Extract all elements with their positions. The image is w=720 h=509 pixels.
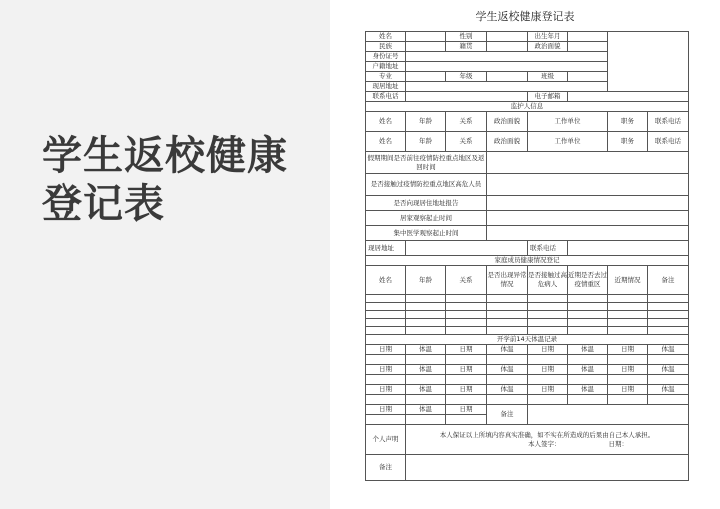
temp-label-date: 日期 bbox=[366, 405, 406, 415]
label-address: 现居地址 bbox=[366, 82, 406, 92]
guardian-col-relation: 关系 bbox=[446, 132, 487, 152]
label-ethnicity: 民族 bbox=[366, 42, 406, 52]
guardian-col-employer: 工作单位 bbox=[528, 112, 608, 132]
cover-panel bbox=[0, 0, 330, 509]
temp-remark-label: 备注 bbox=[487, 405, 528, 425]
temp-label-date: 日期 bbox=[446, 345, 487, 355]
temperature-entry-row bbox=[366, 375, 689, 385]
label-grade: 年级 bbox=[446, 72, 487, 82]
guardian-col-political: 政治面貌 bbox=[487, 132, 528, 152]
temp-remark-field[interactable] bbox=[528, 405, 689, 425]
answer-home-observation[interactable] bbox=[487, 211, 689, 226]
question-travel: 假期期间是否前往疫情防控重点地区及返回时间 bbox=[366, 152, 487, 174]
guardian-col-phone: 联系电话 bbox=[648, 112, 689, 132]
answer-travel[interactable] bbox=[487, 152, 689, 174]
field-household[interactable] bbox=[406, 62, 608, 72]
field-remark[interactable] bbox=[406, 455, 689, 481]
family-row bbox=[366, 327, 689, 335]
temp-label-date: 日期 bbox=[608, 365, 648, 375]
guardian-col-name: 姓名 bbox=[366, 112, 406, 132]
field-email[interactable] bbox=[568, 92, 689, 102]
answer-central-observation[interactable] bbox=[487, 226, 689, 241]
family-col-recent: 近期情况 bbox=[608, 266, 648, 295]
temperature-header-row bbox=[366, 345, 689, 355]
field-political[interactable] bbox=[568, 42, 608, 52]
temp-label-temp: 体温 bbox=[648, 365, 689, 375]
health-form-table bbox=[365, 31, 689, 481]
question-report: 是否向现居住地址报告 bbox=[366, 196, 487, 211]
temp-label-date: 日期 bbox=[608, 385, 648, 395]
temp-label-temp: 体温 bbox=[648, 345, 689, 355]
family-row bbox=[366, 303, 689, 311]
guardian-col-employer: 工作单位 bbox=[528, 132, 608, 152]
family-row bbox=[366, 311, 689, 319]
temp-label-date: 日期 bbox=[366, 345, 406, 355]
temp-label-date: 日期 bbox=[446, 365, 487, 375]
temp-label-temp: 体温 bbox=[568, 345, 608, 355]
temperature-header-row bbox=[366, 385, 689, 395]
form-page bbox=[330, 0, 720, 509]
label-contact: 联系电话 bbox=[366, 92, 406, 102]
temp-label-temp: 体温 bbox=[406, 365, 446, 375]
temp-label-temp: 体温 bbox=[568, 365, 608, 375]
answer-report[interactable] bbox=[487, 196, 689, 211]
label-household: 户籍地址 bbox=[366, 62, 406, 72]
temperature-entry-row bbox=[366, 395, 689, 405]
temp-label-temp: 体温 bbox=[487, 385, 528, 395]
family-col-age: 年龄 bbox=[406, 266, 446, 295]
declaration-date-label: 日期： bbox=[608, 439, 628, 448]
field-current-address[interactable] bbox=[406, 241, 528, 256]
temp-label-temp: 体温 bbox=[487, 365, 528, 375]
field-address[interactable] bbox=[406, 82, 608, 92]
family-col-epidemic-area: 近期是否去过疫情重区 bbox=[568, 266, 608, 295]
question-home-observation: 居家观察起止时间 bbox=[366, 211, 487, 226]
label-id-number: 身份证号 bbox=[366, 52, 406, 62]
field-name[interactable] bbox=[406, 32, 446, 42]
guardian-col-phone: 联系电话 bbox=[648, 132, 689, 152]
field-gender[interactable] bbox=[487, 32, 528, 42]
guardian-col-relation: 关系 bbox=[446, 112, 487, 132]
temp-label-temp: 体温 bbox=[406, 405, 446, 415]
cover-title: 学生返校健康登记表 bbox=[42, 133, 288, 227]
field-class[interactable] bbox=[568, 72, 608, 82]
family-row bbox=[366, 319, 689, 327]
field-grade[interactable] bbox=[487, 72, 528, 82]
label-gender: 性别 bbox=[446, 32, 487, 42]
guardian-col-name: 姓名 bbox=[366, 132, 406, 152]
signature-label: 本人签字： bbox=[528, 439, 561, 448]
family-col-relation: 关系 bbox=[446, 266, 487, 295]
temperature-header-row bbox=[366, 365, 689, 375]
temp-label-date: 日期 bbox=[446, 405, 487, 415]
temp-label-date: 日期 bbox=[446, 385, 487, 395]
label-major: 专业 bbox=[366, 72, 406, 82]
form-title: 学生返校健康登记表 bbox=[475, 10, 575, 23]
label-birth: 出生年月 bbox=[528, 32, 568, 42]
section-guardian-header: 监护人信息 bbox=[366, 102, 689, 112]
family-row bbox=[366, 295, 689, 303]
temp-label-temp: 体温 bbox=[648, 385, 689, 395]
section-temperature-header: 开学前14天体温记录 bbox=[366, 335, 689, 345]
declaration-text: 本人保证以上所填内容真实准确，如不实在所造成的后果由自己本人承担。 bbox=[439, 430, 655, 439]
family-col-abnormal: 是否出现异常情况 bbox=[487, 266, 528, 295]
temp-label-date: 日期 bbox=[528, 365, 568, 375]
temp-label-date: 日期 bbox=[528, 385, 568, 395]
temp-label-date: 日期 bbox=[366, 365, 406, 375]
label-remark: 备注 bbox=[366, 455, 406, 481]
temp-label-date: 日期 bbox=[528, 345, 568, 355]
guardian-col-political: 政治面貌 bbox=[487, 112, 528, 132]
answer-contact[interactable] bbox=[487, 174, 689, 196]
temperature-entry-row bbox=[366, 355, 689, 365]
field-birth[interactable] bbox=[568, 32, 608, 42]
field-phone[interactable] bbox=[568, 241, 689, 256]
label-declaration: 个人声明 bbox=[366, 425, 406, 455]
label-name: 姓名 bbox=[366, 32, 406, 42]
temp-label-date: 日期 bbox=[608, 345, 648, 355]
label-native: 籍贯 bbox=[446, 42, 487, 52]
guardian-col-age: 年龄 bbox=[406, 132, 446, 152]
temp-label-date: 日期 bbox=[366, 385, 406, 395]
label-phone: 联系电话 bbox=[528, 241, 568, 256]
family-col-remark: 备注 bbox=[648, 266, 689, 295]
label-political: 政治面貌 bbox=[528, 42, 568, 52]
field-major[interactable] bbox=[406, 72, 446, 82]
temperature-header-row bbox=[366, 405, 689, 415]
question-central-observation: 集中医学观察起止时间 bbox=[366, 226, 487, 241]
temp-label-temp: 体温 bbox=[406, 385, 446, 395]
field-native[interactable] bbox=[487, 42, 528, 52]
field-ethnicity[interactable] bbox=[406, 42, 446, 52]
temp-label-temp: 体温 bbox=[406, 345, 446, 355]
guardian-col-age: 年龄 bbox=[406, 112, 446, 132]
family-col-high-risk-contact: 是否接触过高危病人 bbox=[528, 266, 568, 295]
label-email: 电子邮箱 bbox=[528, 92, 568, 102]
question-contact: 是否接触过疫情防控重点地区高危人员 bbox=[366, 174, 487, 196]
label-class: 班级 bbox=[528, 72, 568, 82]
photo-area bbox=[608, 32, 689, 92]
guardian-col-position: 职务 bbox=[608, 112, 648, 132]
guardian-col-position: 职务 bbox=[608, 132, 648, 152]
field-id-number[interactable] bbox=[406, 52, 608, 62]
temp-label-temp: 体温 bbox=[487, 345, 528, 355]
family-col-name: 姓名 bbox=[366, 266, 406, 295]
section-family-header: 家庭成员健康情况登记 bbox=[366, 256, 689, 266]
field-contact[interactable] bbox=[406, 92, 528, 102]
declaration-content bbox=[406, 425, 689, 455]
label-current-address: 现居地址 bbox=[366, 241, 406, 256]
temp-label-temp: 体温 bbox=[568, 385, 608, 395]
